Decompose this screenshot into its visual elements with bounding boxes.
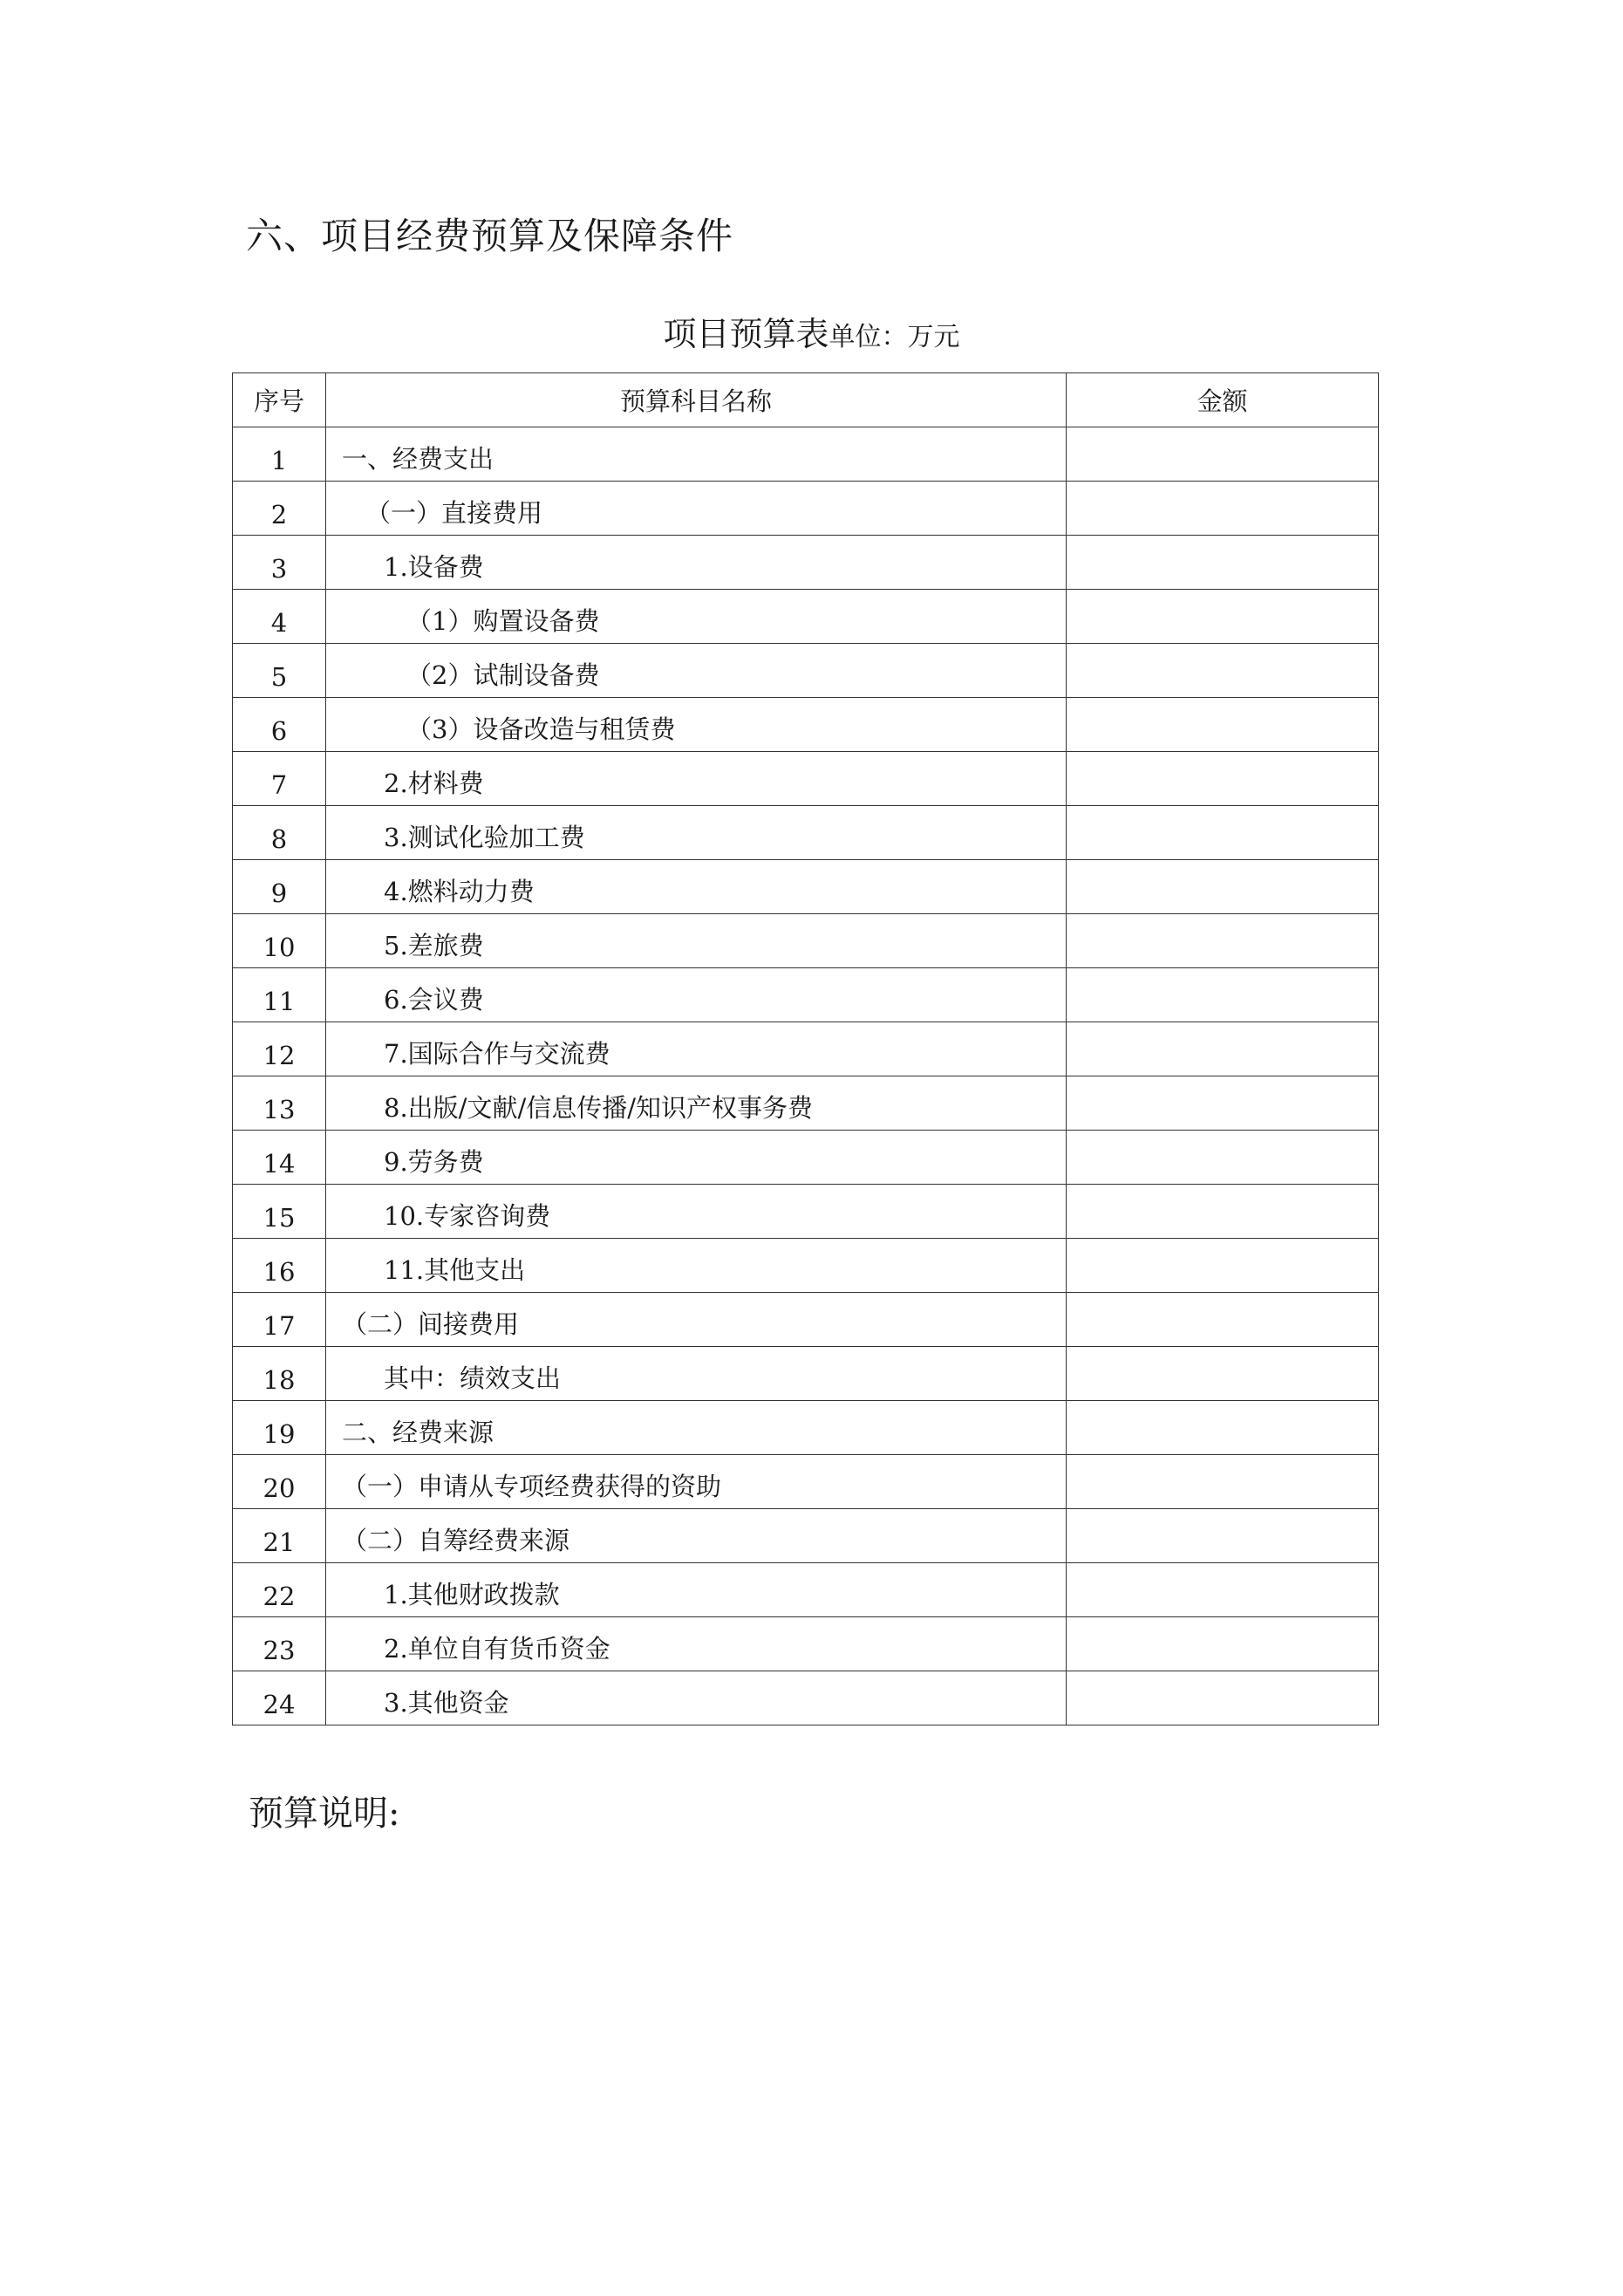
row-number: 19 <box>233 1401 326 1455</box>
table-row <box>233 968 1379 1022</box>
budget-amount-cell[interactable] <box>1067 482 1379 536</box>
header-no: 序号 <box>233 373 326 427</box>
table-row <box>233 482 1379 536</box>
row-number: 9 <box>233 860 326 914</box>
table-row <box>233 644 1379 698</box>
budget-table-body <box>233 427 1379 1725</box>
table-row <box>233 1131 1379 1185</box>
budget-amount-cell[interactable] <box>1067 1455 1379 1509</box>
budget-item-name: 6.会议费 <box>326 968 1067 1022</box>
table-row <box>233 1455 1379 1509</box>
budget-amount-cell[interactable] <box>1067 1563 1379 1617</box>
budget-item-name: （3）设备改造与租赁费 <box>326 698 1067 752</box>
row-number: 22 <box>233 1563 326 1617</box>
row-number: 12 <box>233 1022 326 1076</box>
table-row <box>233 1293 1379 1347</box>
budget-amount-cell[interactable] <box>1067 1671 1379 1725</box>
budget-item-name: 11.其他支出 <box>326 1239 1067 1293</box>
table-row <box>233 590 1379 644</box>
table-row <box>233 427 1379 482</box>
budget-item-name: 7.国际合作与交流费 <box>326 1022 1067 1076</box>
budget-amount-cell[interactable] <box>1067 1022 1379 1076</box>
row-number: 1 <box>233 427 326 482</box>
budget-item-name: 5.差旅费 <box>326 914 1067 968</box>
budget-item-name: 9.劳务费 <box>326 1131 1067 1185</box>
table-caption <box>0 307 1623 355</box>
table-title: 项目预算表 <box>663 315 829 353</box>
table-row <box>233 752 1379 806</box>
table-row <box>233 1239 1379 1293</box>
budget-item-name: 8.出版/文献/信息传播/知识产权事务费 <box>326 1076 1067 1131</box>
budget-amount-cell[interactable] <box>1067 1239 1379 1293</box>
row-number: 24 <box>233 1671 326 1725</box>
row-number: 6 <box>233 698 326 752</box>
budget-item-name: 10.专家咨询费 <box>326 1185 1067 1239</box>
row-number: 16 <box>233 1239 326 1293</box>
table-row <box>233 1185 1379 1239</box>
budget-amount-cell[interactable] <box>1067 1401 1379 1455</box>
row-number: 13 <box>233 1076 326 1131</box>
budget-item-name: （2）试制设备费 <box>326 644 1067 698</box>
budget-amount-cell[interactable] <box>1067 752 1379 806</box>
budget-amount-cell[interactable] <box>1067 698 1379 752</box>
row-number: 2 <box>233 482 326 536</box>
budget-amount-cell[interactable] <box>1067 914 1379 968</box>
row-number: 18 <box>233 1347 326 1401</box>
budget-item-name: （二）自筹经费来源 <box>326 1509 1067 1563</box>
row-number: 21 <box>233 1509 326 1563</box>
header-amount: 金额 <box>1067 373 1379 427</box>
table-row <box>233 1617 1379 1671</box>
table-row <box>233 1076 1379 1131</box>
budget-amount-cell[interactable] <box>1067 1293 1379 1347</box>
table-row <box>233 860 1379 914</box>
row-number: 5 <box>233 644 326 698</box>
budget-amount-cell[interactable] <box>1067 644 1379 698</box>
table-row <box>233 1401 1379 1455</box>
budget-item-name: 1.设备费 <box>326 536 1067 590</box>
budget-notes-label: 预算说明: <box>249 1794 400 1834</box>
table-header-row <box>233 373 1379 427</box>
table-row <box>233 1509 1379 1563</box>
row-number: 8 <box>233 806 326 860</box>
budget-amount-cell[interactable] <box>1067 1617 1379 1671</box>
row-number: 7 <box>233 752 326 806</box>
row-number: 4 <box>233 590 326 644</box>
table-row <box>233 1563 1379 1617</box>
budget-item-name: （1）购置设备费 <box>326 590 1067 644</box>
budget-amount-cell[interactable] <box>1067 590 1379 644</box>
budget-item-name: 二、经费来源 <box>326 1401 1067 1455</box>
budget-amount-cell[interactable] <box>1067 1131 1379 1185</box>
budget-item-name: 一、经费支出 <box>326 427 1067 482</box>
row-number: 14 <box>233 1131 326 1185</box>
header-name: 预算科目名称 <box>326 373 1067 427</box>
row-number: 3 <box>233 536 326 590</box>
budget-item-name: 3.其他资金 <box>326 1671 1067 1725</box>
table-row <box>233 536 1379 590</box>
budget-item-name: 4.燃料动力费 <box>326 860 1067 914</box>
table-unit: 单位：万元 <box>829 322 960 352</box>
budget-item-name: 其中：绩效支出 <box>326 1347 1067 1401</box>
row-number: 15 <box>233 1185 326 1239</box>
row-number: 23 <box>233 1617 326 1671</box>
table-row <box>233 698 1379 752</box>
table-row <box>233 914 1379 968</box>
budget-amount-cell[interactable] <box>1067 1076 1379 1131</box>
budget-item-name: 1.其他财政拨款 <box>326 1563 1067 1617</box>
budget-item-name: （一）申请从专项经费获得的资助 <box>326 1455 1067 1509</box>
row-number: 11 <box>233 968 326 1022</box>
table-row <box>233 1347 1379 1401</box>
table-row <box>233 806 1379 860</box>
budget-item-name: 2.材料费 <box>326 752 1067 806</box>
table-row <box>233 1022 1379 1076</box>
row-number: 17 <box>233 1293 326 1347</box>
budget-amount-cell[interactable] <box>1067 968 1379 1022</box>
budget-item-name: 2.单位自有货币资金 <box>326 1617 1067 1671</box>
budget-amount-cell[interactable] <box>1067 1347 1379 1401</box>
budget-amount-cell[interactable] <box>1067 536 1379 590</box>
budget-table <box>232 372 1379 1725</box>
budget-amount-cell[interactable] <box>1067 806 1379 860</box>
row-number: 20 <box>233 1455 326 1509</box>
table-row <box>233 1671 1379 1725</box>
budget-amount-cell[interactable] <box>1067 1185 1379 1239</box>
budget-amount-cell[interactable] <box>1067 1509 1379 1563</box>
budget-amount-cell[interactable] <box>1067 860 1379 914</box>
budget-item-name: （二）间接费用 <box>326 1293 1067 1347</box>
budget-item-name: 3.测试化验加工费 <box>326 806 1067 860</box>
budget-item-name: （一）直接费用 <box>326 482 1067 536</box>
section-title: 六、项目经费预算及保障条件 <box>246 215 734 257</box>
budget-amount-cell[interactable] <box>1067 427 1379 482</box>
row-number: 10 <box>233 914 326 968</box>
